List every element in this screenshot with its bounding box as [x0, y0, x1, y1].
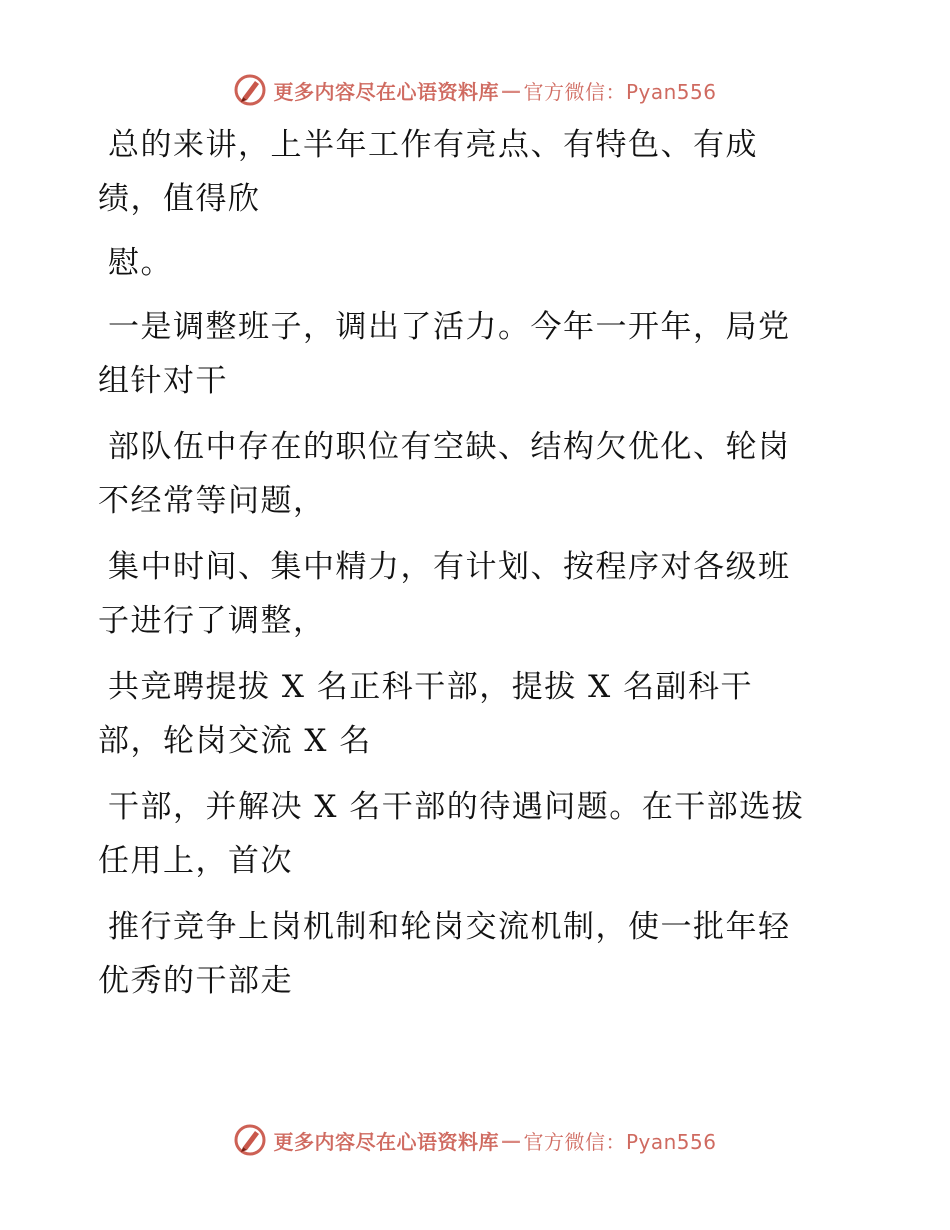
text-line: 一是调整班子，调出了活力。今年一开年，局党	[108, 309, 791, 345]
header-watermark	[0, 70, 950, 110]
text-line: 部队伍中存在的职位有空缺、结构欠优化、轮岗	[108, 429, 791, 465]
text-line: 绩，值得欣	[98, 181, 261, 217]
footer-watermark	[0, 1120, 950, 1160]
text-line: 组针对干	[98, 363, 228, 399]
paragraph	[98, 300, 858, 408]
watermark-brand-text: 更多内容尽在心语资料库	[273, 1129, 499, 1154]
paragraph	[98, 118, 858, 226]
watermark-wechat-text: 官方微信：Pyan556	[523, 1129, 717, 1154]
text-line: 任用上，首次	[98, 843, 293, 879]
paragraph	[98, 780, 858, 888]
pen-logo-icon	[233, 73, 267, 107]
text-line: 子进行了调整，	[98, 603, 326, 639]
text-line: 集中时间、集中精力，有计划、按程序对各级班	[108, 549, 791, 585]
text-line: 共竞聘提拔 X 名正科干部，提拔 X 名副科干	[108, 669, 754, 705]
document-body	[98, 118, 858, 1008]
pen-logo-icon	[233, 1123, 267, 1157]
watermark-dash: —	[500, 78, 522, 102]
text-line: 总的来讲，上半年工作有亮点、有特色、有成	[108, 127, 758, 163]
text-line: 部，轮岗交流 X 名	[98, 723, 372, 759]
text-line: 不经常等问题，	[98, 483, 326, 519]
paragraph	[98, 236, 858, 290]
text-line: 优秀的干部走	[98, 963, 293, 999]
watermark-wechat-text: 官方微信：Pyan556	[523, 79, 717, 104]
paragraph	[98, 540, 858, 648]
watermark-dash: —	[500, 1128, 522, 1152]
paragraph	[98, 900, 858, 1008]
paragraph	[98, 420, 858, 528]
paragraph	[98, 660, 858, 768]
text-line: 干部，并解决 X 名干部的待遇问题。在干部选拔	[108, 789, 805, 825]
watermark-brand-text: 更多内容尽在心语资料库	[273, 79, 499, 104]
text-line: 慰。	[108, 245, 173, 281]
text-line: 推行竞争上岗机制和轮岗交流机制，使一批年轻	[108, 909, 791, 945]
